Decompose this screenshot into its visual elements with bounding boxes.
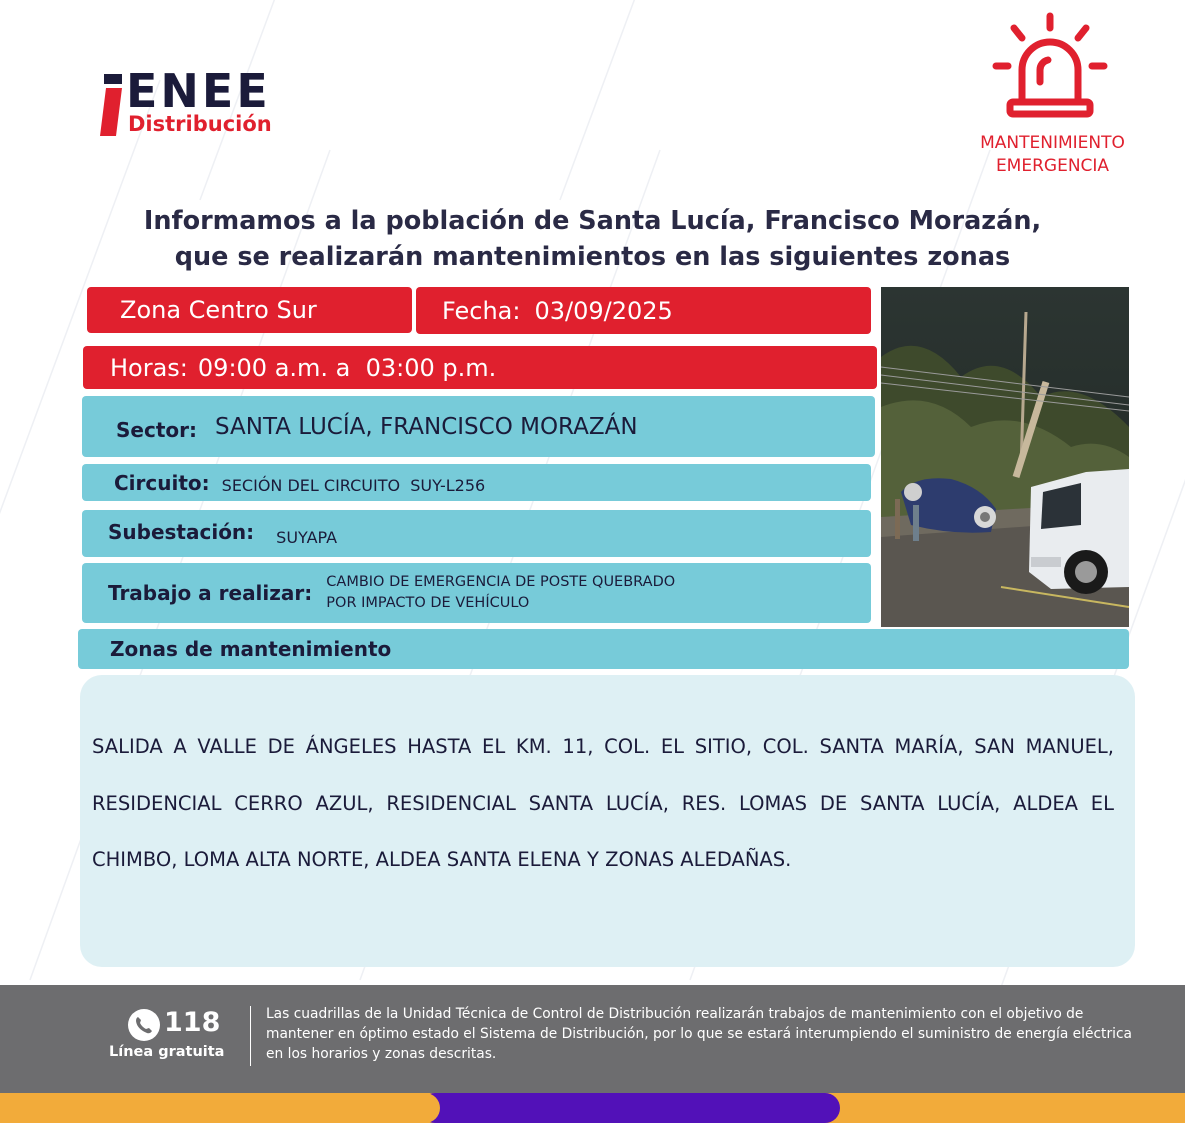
circuit-label: Circuito: [114, 470, 210, 495]
logo-mark-icon [100, 74, 122, 136]
headline-line-1: Informamos a la población de Santa Lucía, Francisco Morazán, [143, 206, 1042, 236]
circuit-row [82, 464, 871, 501]
headline [0, 203, 1185, 275]
emergency-siren-icon [990, 8, 1110, 120]
substation-value: SUYAPA [276, 528, 338, 547]
circuit-value: SECIÓN DEL CIRCUITO SUY-L256 [221, 476, 486, 495]
date-value: 03/09/2025 [534, 296, 673, 325]
sector-row [82, 396, 875, 457]
sector-label: Sector: [116, 417, 197, 442]
footer-divider [250, 1006, 251, 1066]
zone-name: Zona Centro Sur [120, 296, 317, 324]
logo-wordmark: ENEE [126, 64, 271, 118]
hotline [128, 1007, 221, 1041]
work-value-line-2: POR IMPACTO DE VEHÍCULO [326, 595, 530, 611]
zones-heading: Zonas de mantenimiento [110, 637, 392, 661]
work-value [326, 572, 675, 614]
hotline-caption: Línea gratuita [109, 1044, 225, 1060]
work-row [82, 563, 871, 623]
bottom-strip-orange-pill [0, 1093, 440, 1123]
headline-line-2: que se realizarán mantenimientos en las siguientes zonas [174, 242, 1011, 272]
hours-label: Horas: [110, 353, 188, 382]
zones-heading-bar [78, 629, 1129, 669]
incident-photo-illustration [881, 287, 1129, 627]
bottom-strip-purple [420, 1093, 840, 1123]
work-label: Trabajo a realizar: [108, 581, 313, 605]
incident-photo [881, 287, 1129, 627]
phone-icon [128, 1009, 160, 1041]
hours-bar [83, 346, 877, 389]
hotline-number: 118 [164, 1007, 221, 1038]
zones-list: SALIDA A VALLE DE ÁNGELES HASTA EL KM. 11, COL. EL SITIO, COL. SANTA MARÍA, SAN MANUEL, RESIDENCIAL CERRO AZUL, RESIDENCIAL SANTA LUCÍA, RES. LOMAS DE SANTA LUCÍA, ALDEA EL CHIMBO, LOMA ALTA NORTE, ALDEA SANTA ELENA Y ZONAS ALEDAÑAS. [92, 735, 1114, 871]
zone-bar [87, 287, 412, 333]
work-value-line-1: CAMBIO DE EMERGENCIA DE POSTE QUEBRADO [326, 574, 676, 590]
hours-value: 09:00 a.m. a 03:00 p.m. [197, 353, 497, 382]
logo-division: Distribución [128, 112, 272, 136]
substation-row [82, 510, 871, 557]
enee-logo [100, 64, 330, 140]
sector-value: SANTA LUCÍA, FRANCISCO MORAZÁN [215, 413, 638, 440]
emergency-badge-label: MANTENIMIENTO EMERGENCIA [980, 133, 1125, 176]
substation-label: Subestación: [108, 519, 255, 544]
footer-notice: Las cuadrillas de la Unidad Técnica de Control de Distribución realizarán trabajos de mantenimiento con el objetivo de mantener en óptimo estado el Sistema de Distribución, por lo que se estará interumpiendo el suministro de energía eléctrica en los horarios y zonas descritas. [266, 1006, 1133, 1062]
date-label: Fecha: [442, 296, 521, 325]
date-bar [416, 287, 871, 334]
zones-panel [80, 675, 1135, 967]
